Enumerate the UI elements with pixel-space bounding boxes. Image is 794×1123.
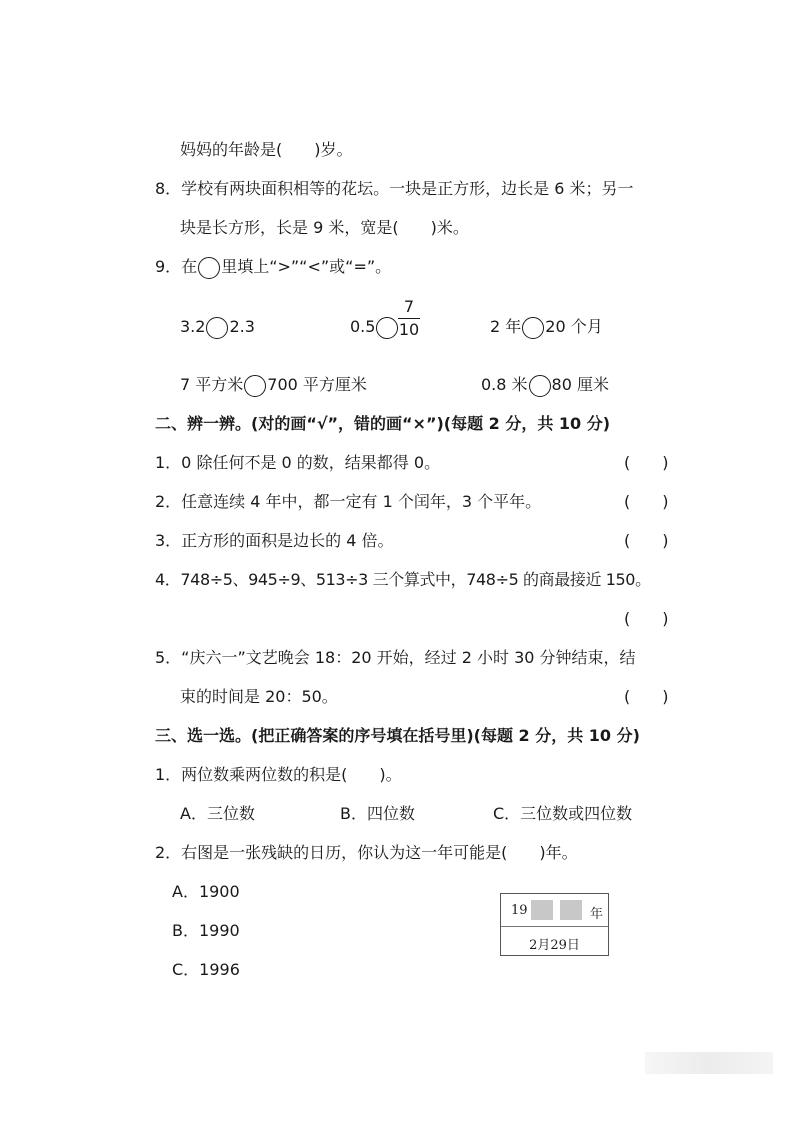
compare-left: 0.5 [350,317,376,336]
compare-left: 7 平方米 [180,375,244,394]
choose-q1: 1．两位数乘两位数的积是( )。 [155,765,402,784]
compare-circle[interactable] [529,375,551,397]
answer-paren[interactable]: ( ) [624,687,669,706]
compare-left: 2 年 [490,317,522,336]
missing-digit-box [531,900,553,920]
compare-left: 0.8 米 [481,375,528,394]
section-heading-choose: 三、选一选。(把正确答案的序号填在括号里)(每题 2 分，共 10 分) [155,726,640,745]
missing-digit-box [560,900,582,920]
q8-line1: 8．学校有两块面积相等的花坛。一块是正方形，边长是 6 米；另一 [155,179,634,198]
answer-paren[interactable]: ( ) [624,453,669,472]
judge-q5-line2: 束的时间是 20：50。 [180,687,338,706]
q9-prefix: 9．在 [155,257,198,276]
q8-line2: 块是长方形，长是 9 米，宽是( )米。 [180,218,469,237]
calendar-year-prefix: 19 [511,903,528,918]
compare-right: 2.3 [229,317,255,336]
compare-item-5 [481,374,609,397]
judge-q1: 1．0 除任何不是 0 的数，结果都得 0。 [155,453,441,472]
choose-q2-option-c: C．1996 [172,960,240,979]
calendar-date: 2月29日 [529,938,580,953]
compare-item-4 [180,374,367,397]
choose-q1-option-c: C．三位数或四位数 [493,804,633,823]
fraction-numerator: 7 [403,297,415,316]
compare-left: 3.2 [180,317,206,336]
answer-paren[interactable]: ( ) [624,492,669,511]
calendar-divider [501,926,608,927]
compare-circle[interactable] [244,375,266,397]
compare-item-3 [490,316,603,339]
judge-q2: 2．任意连续 4 年中，都一定有 1 个闰年，3 个平年。 [155,492,542,511]
choose-q1-option-b: B．四位数 [340,804,415,823]
compare-circle[interactable] [376,317,398,339]
watermark-smudge [645,1052,773,1074]
choose-q2-option-b: B．1990 [172,921,240,940]
choose-q2-option-a: A．1900 [172,882,240,901]
compare-circle[interactable] [522,317,544,339]
compare-right: 80 厘米 [551,375,609,394]
calendar-year-suffix: 年 [590,907,604,922]
compare-item-2 [350,316,399,339]
choose-q2: 2．右图是一张残缺的日历，你认为这一年可能是( )年。 [155,843,578,862]
compare-right: 20 个月 [545,317,603,336]
choose-q1-option-a: A．三位数 [180,804,255,823]
answer-paren[interactable]: ( ) [624,531,669,550]
q7-continuation: 妈妈的年龄是( )岁。 [180,140,353,159]
fraction-denominator: 10 [398,320,420,339]
judge-q4: 4．748÷5、945÷9、513÷3 三个算式中，748÷5 的商最接近 150。 [155,570,651,589]
section-heading-judge: 二、辨一辨。(对的画“√”，错的画“×”)(每题 2 分，共 10 分) [155,414,611,433]
compare-right: 700 平方厘米 [267,375,367,394]
compare-circle[interactable] [206,317,228,339]
judge-q3: 3．正方形的面积是边长的 4 倍。 [155,531,394,550]
compare-item-1 [180,316,255,339]
judge-q5-line1: 5．“庆六一”文艺晚会 18：20 开始，经过 2 小时 30 分钟结束，结 [155,648,636,667]
circle-blank-icon [198,257,220,279]
q9-line [155,256,391,279]
answer-paren[interactable]: ( ) [624,609,669,628]
q9-suffix: 里填上“>”“<”或“=”。 [221,257,392,276]
torn-calendar [500,893,609,956]
fraction-seven-tenths [398,297,420,340]
